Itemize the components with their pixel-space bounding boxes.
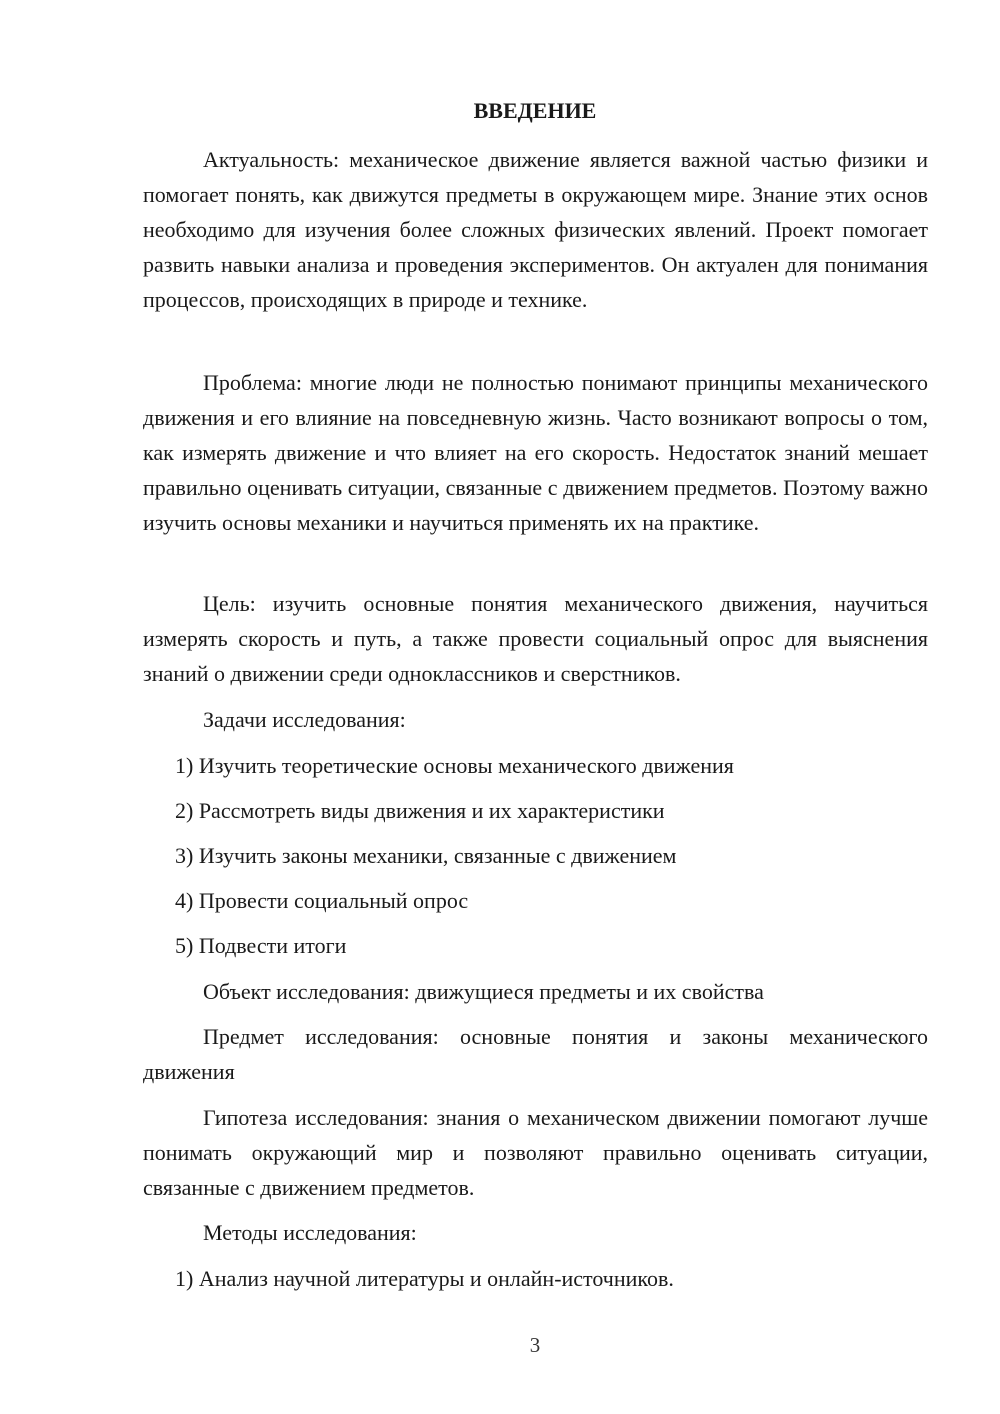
- task-item: 5) Подвести итоги: [175, 933, 347, 958]
- page-title: ВВЕДЕНИЕ: [473, 98, 597, 123]
- problem-paragraph: Проблема: многие люди не полностью понимают принципы механического движения и его влияние на повседневную жизнь. Часто возникают вопросы о том, как измерять движение и что влияет на его скорость. Недостаток знаний мешает правильно оценивать ситуации, связанные с движением предметов. Поэтому важно изучить основы механики и научиться применять их на практике.: [143, 370, 928, 535]
- relevance-paragraph: Актуальность: механическое движение является важной частью физики и помогает понять, как движутся предметы в окружающем мире. Знание этих основ необходимо для изучения более сложных физических явлений. Проект помогает развить навыки анализа и проведения экспериментов. Он актуален для понимания процессов, происходящих в природе и технике.: [143, 147, 928, 312]
- page-number: 3: [529, 1333, 541, 1357]
- tasks-heading: Задачи исследования:: [203, 707, 406, 732]
- task-item: 1) Изучить теоретические основы механического движения: [175, 753, 734, 778]
- methods-heading: Методы исследования:: [203, 1220, 417, 1245]
- task-item: 4) Провести социальный опрос: [175, 888, 469, 913]
- task-item: 2) Рассмотреть виды движения и их характеристики: [175, 798, 665, 823]
- object-paragraph: Объект исследования: движущиеся предметы и их свойства: [203, 979, 764, 1004]
- goal-paragraph: Цель: изучить основные понятия механического движения, научиться измерять скорость и путь, а также провести социальный опрос для выяснения знаний о движении среди одноклассников и сверстников.: [143, 591, 928, 686]
- task-item: 3) Изучить законы механики, связанные с движением: [175, 843, 677, 868]
- subject-paragraph: Предмет исследования: основные понятия и законы механического движения: [143, 1024, 928, 1084]
- hypothesis-paragraph: Гипотеза исследования: знания о механическом движении помогают лучше понимать окружающий мир и позволяют правильно оценивать ситуации, связанные с движением предметов.: [143, 1105, 928, 1200]
- method-item: 1) Анализ научной литературы и онлайн-источников.: [175, 1266, 674, 1291]
